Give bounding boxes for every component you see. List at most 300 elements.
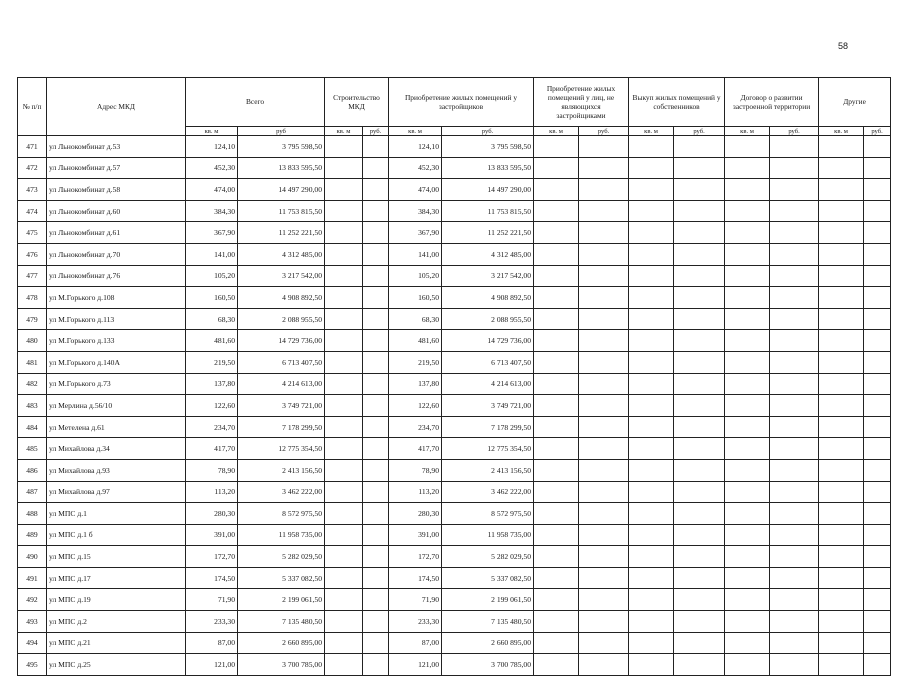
row-total-sum: 14 729 736,00 xyxy=(238,330,325,352)
row-construction-area xyxy=(325,654,363,676)
row-other-area xyxy=(819,589,864,611)
row-address: ул МПС д.15 xyxy=(47,546,186,568)
table-body xyxy=(18,136,891,676)
row-developers-sum: 5 337 082,50 xyxy=(442,567,534,589)
row-total-sum: 5 282 029,50 xyxy=(238,546,325,568)
unit-territory-area: кв. м xyxy=(725,127,770,136)
row-buyout-area xyxy=(629,503,674,525)
row-other-area xyxy=(819,654,864,676)
row-non-developers-sum xyxy=(579,200,629,222)
row-non-developers-area xyxy=(534,265,579,287)
row-non-developers-area xyxy=(534,546,579,568)
table-row xyxy=(18,567,891,589)
row-territory-area xyxy=(725,243,770,265)
row-non-developers-area xyxy=(534,287,579,309)
row-address: ул Михайлова д.93 xyxy=(47,459,186,481)
row-total-sum: 11 958 735,00 xyxy=(238,524,325,546)
row-developers-area: 174,50 xyxy=(389,567,442,589)
row-construction-sum xyxy=(363,179,389,201)
row-number: 475 xyxy=(18,222,47,244)
row-developers-area: 141,00 xyxy=(389,243,442,265)
unit-other-rub: руб. xyxy=(864,127,891,136)
row-address: ул Льнокомбинат д.57 xyxy=(47,157,186,179)
table-row xyxy=(18,654,891,676)
row-buyout-sum xyxy=(674,157,725,179)
row-total-sum: 13 833 595,50 xyxy=(238,157,325,179)
row-developers-area: 384,30 xyxy=(389,200,442,222)
row-construction-sum xyxy=(363,567,389,589)
row-construction-area xyxy=(325,438,363,460)
row-non-developers-sum xyxy=(579,265,629,287)
row-buyout-area xyxy=(629,395,674,417)
row-number: 479 xyxy=(18,308,47,330)
row-other-area xyxy=(819,567,864,589)
row-developers-sum: 11 252 221,50 xyxy=(442,222,534,244)
row-total-area: 87,00 xyxy=(186,632,238,654)
page-number: 58 xyxy=(838,41,849,51)
row-total-area: 141,00 xyxy=(186,243,238,265)
table-row xyxy=(18,222,891,244)
row-construction-sum xyxy=(363,136,389,158)
row-other-sum xyxy=(864,287,891,309)
row-other-area xyxy=(819,395,864,417)
row-number: 484 xyxy=(18,416,47,438)
row-developers-sum: 3 700 785,00 xyxy=(442,654,534,676)
row-construction-area xyxy=(325,589,363,611)
row-construction-area xyxy=(325,632,363,654)
row-number: 473 xyxy=(18,179,47,201)
row-developers-area: 121,00 xyxy=(389,654,442,676)
row-address: ул Михайлова д.34 xyxy=(47,438,186,460)
row-address: ул М.Горького д.133 xyxy=(47,330,186,352)
row-non-developers-area xyxy=(534,373,579,395)
row-number: 471 xyxy=(18,136,47,158)
row-construction-sum xyxy=(363,330,389,352)
unit-territory-rub: руб. xyxy=(770,127,819,136)
row-developers-sum: 6 713 407,50 xyxy=(442,351,534,373)
row-total-area: 367,90 xyxy=(186,222,238,244)
row-developers-sum: 2 660 895,00 xyxy=(442,632,534,654)
row-territory-area xyxy=(725,330,770,352)
row-developers-area: 391,00 xyxy=(389,524,442,546)
row-territory-sum xyxy=(770,222,819,244)
row-total-area: 172,70 xyxy=(186,546,238,568)
table-row xyxy=(18,179,891,201)
row-buyout-sum xyxy=(674,524,725,546)
row-buyout-area xyxy=(629,157,674,179)
row-construction-area xyxy=(325,222,363,244)
row-non-developers-area xyxy=(534,330,579,352)
row-total-sum: 3 795 598,50 xyxy=(238,136,325,158)
table-row xyxy=(18,481,891,503)
resettlement-table xyxy=(17,77,891,676)
table-row xyxy=(18,330,891,352)
row-other-sum xyxy=(864,308,891,330)
row-buyout-sum xyxy=(674,654,725,676)
unit-buyout-area: кв. м xyxy=(629,127,674,136)
table-row xyxy=(18,589,891,611)
row-territory-area xyxy=(725,654,770,676)
row-developers-sum: 2 199 061,50 xyxy=(442,589,534,611)
row-buyout-sum xyxy=(674,200,725,222)
row-developers-sum: 3 749 721,00 xyxy=(442,395,534,417)
row-construction-sum xyxy=(363,416,389,438)
row-buyout-area xyxy=(629,438,674,460)
row-territory-area xyxy=(725,222,770,244)
table-row xyxy=(18,611,891,633)
row-total-sum: 3 217 542,00 xyxy=(238,265,325,287)
row-territory-area xyxy=(725,524,770,546)
row-total-area: 160,50 xyxy=(186,287,238,309)
table-row xyxy=(18,308,891,330)
row-other-area xyxy=(819,546,864,568)
row-buyout-area xyxy=(629,222,674,244)
row-other-area xyxy=(819,459,864,481)
row-buyout-sum xyxy=(674,373,725,395)
row-number: 488 xyxy=(18,503,47,525)
row-territory-sum xyxy=(770,459,819,481)
row-developers-area: 122,60 xyxy=(389,395,442,417)
row-buyout-sum xyxy=(674,567,725,589)
row-total-sum: 3 462 222,00 xyxy=(238,481,325,503)
row-number: 485 xyxy=(18,438,47,460)
row-construction-sum xyxy=(363,546,389,568)
row-other-sum xyxy=(864,351,891,373)
row-non-developers-sum xyxy=(579,611,629,633)
row-territory-area xyxy=(725,416,770,438)
row-number: 472 xyxy=(18,157,47,179)
row-other-sum xyxy=(864,373,891,395)
row-non-developers-sum xyxy=(579,308,629,330)
row-territory-sum xyxy=(770,265,819,287)
row-total-area: 481,60 xyxy=(186,330,238,352)
row-construction-sum xyxy=(363,287,389,309)
row-buyout-sum xyxy=(674,243,725,265)
row-non-developers-area xyxy=(534,589,579,611)
row-territory-sum xyxy=(770,654,819,676)
row-address: ул Метелена д.61 xyxy=(47,416,186,438)
table-row xyxy=(18,157,891,179)
row-buyout-area xyxy=(629,481,674,503)
row-number: 481 xyxy=(18,351,47,373)
row-non-developers-sum xyxy=(579,157,629,179)
row-non-developers-sum xyxy=(579,395,629,417)
header-purchase-non-developers: Приобретение жилых помещений у лиц, не являющихся застройщиками xyxy=(534,78,629,127)
row-non-developers-area xyxy=(534,243,579,265)
row-construction-sum xyxy=(363,157,389,179)
row-construction-area xyxy=(325,481,363,503)
table-row xyxy=(18,395,891,417)
row-other-area xyxy=(819,351,864,373)
row-total-area: 105,20 xyxy=(186,265,238,287)
row-number: 482 xyxy=(18,373,47,395)
row-other-sum xyxy=(864,459,891,481)
row-address: ул Мерлина д.56/10 xyxy=(47,395,186,417)
row-territory-sum xyxy=(770,308,819,330)
row-construction-area xyxy=(325,136,363,158)
row-total-area: 174,50 xyxy=(186,567,238,589)
row-territory-area xyxy=(725,200,770,222)
row-territory-area xyxy=(725,438,770,460)
row-other-area xyxy=(819,136,864,158)
row-non-developers-area xyxy=(534,222,579,244)
row-other-sum xyxy=(864,416,891,438)
row-territory-sum xyxy=(770,157,819,179)
row-territory-area xyxy=(725,308,770,330)
row-territory-sum xyxy=(770,179,819,201)
row-non-developers-sum xyxy=(579,546,629,568)
row-territory-sum xyxy=(770,632,819,654)
row-total-area: 474,00 xyxy=(186,179,238,201)
row-other-sum xyxy=(864,611,891,633)
row-total-sum: 11 252 221,50 xyxy=(238,222,325,244)
row-developers-area: 280,30 xyxy=(389,503,442,525)
row-territory-area xyxy=(725,395,770,417)
header-territory-agreement: Договор о развитии застроенной территории xyxy=(725,78,819,127)
table-row xyxy=(18,438,891,460)
row-developers-area: 78,90 xyxy=(389,459,442,481)
row-other-sum xyxy=(864,524,891,546)
row-non-developers-area xyxy=(534,395,579,417)
row-developers-sum: 14 497 290,00 xyxy=(442,179,534,201)
row-address: ул Льнокомбинат д.76 xyxy=(47,265,186,287)
row-non-developers-area xyxy=(534,632,579,654)
row-total-sum: 4 214 613,00 xyxy=(238,373,325,395)
row-non-developers-area xyxy=(534,503,579,525)
row-construction-sum xyxy=(363,438,389,460)
row-total-area: 113,20 xyxy=(186,481,238,503)
row-construction-sum xyxy=(363,222,389,244)
row-developers-sum: 4 312 485,00 xyxy=(442,243,534,265)
row-buyout-area xyxy=(629,611,674,633)
unit-total-area: кв. м xyxy=(186,127,238,136)
row-address: ул Михайлова д.97 xyxy=(47,481,186,503)
row-construction-sum xyxy=(363,200,389,222)
row-address: ул МПС д.17 xyxy=(47,567,186,589)
row-total-area: 122,60 xyxy=(186,395,238,417)
row-buyout-area xyxy=(629,654,674,676)
row-territory-area xyxy=(725,265,770,287)
row-territory-area xyxy=(725,632,770,654)
row-buyout-sum xyxy=(674,395,725,417)
row-buyout-area xyxy=(629,179,674,201)
row-other-sum xyxy=(864,243,891,265)
row-construction-sum xyxy=(363,654,389,676)
unit-buyout-rub: руб. xyxy=(674,127,725,136)
row-construction-area xyxy=(325,503,363,525)
row-buyout-sum xyxy=(674,481,725,503)
row-construction-area xyxy=(325,351,363,373)
row-total-area: 234,70 xyxy=(186,416,238,438)
row-territory-area xyxy=(725,136,770,158)
row-address: ул МПС д.1 б xyxy=(47,524,186,546)
row-non-developers-area xyxy=(534,179,579,201)
unit-non-developers-area: кв. м xyxy=(534,127,579,136)
row-number: 483 xyxy=(18,395,47,417)
table-row xyxy=(18,503,891,525)
row-number: 491 xyxy=(18,567,47,589)
row-developers-area: 71,90 xyxy=(389,589,442,611)
row-developers-sum: 2 413 156,50 xyxy=(442,459,534,481)
row-construction-area xyxy=(325,157,363,179)
row-total-sum: 5 337 082,50 xyxy=(238,567,325,589)
row-other-area xyxy=(819,308,864,330)
row-buyout-sum xyxy=(674,308,725,330)
row-other-area xyxy=(819,200,864,222)
row-total-sum: 4 312 485,00 xyxy=(238,243,325,265)
row-other-sum xyxy=(864,546,891,568)
row-number: 490 xyxy=(18,546,47,568)
row-other-sum xyxy=(864,438,891,460)
row-non-developers-sum xyxy=(579,481,629,503)
row-territory-sum xyxy=(770,546,819,568)
row-total-area: 137,80 xyxy=(186,373,238,395)
table-row xyxy=(18,136,891,158)
row-developers-area: 113,20 xyxy=(389,481,442,503)
row-construction-sum xyxy=(363,524,389,546)
row-developers-sum: 11 753 815,50 xyxy=(442,200,534,222)
row-number: 478 xyxy=(18,287,47,309)
row-developers-area: 137,80 xyxy=(389,373,442,395)
row-total-sum: 7 178 299,50 xyxy=(238,416,325,438)
row-number: 487 xyxy=(18,481,47,503)
row-construction-area xyxy=(325,287,363,309)
row-buyout-sum xyxy=(674,330,725,352)
row-developers-area: 160,50 xyxy=(389,287,442,309)
row-buyout-area xyxy=(629,351,674,373)
row-non-developers-area xyxy=(534,308,579,330)
row-territory-sum xyxy=(770,524,819,546)
row-address: ул МПС д.2 xyxy=(47,611,186,633)
row-buyout-sum xyxy=(674,351,725,373)
row-territory-area xyxy=(725,373,770,395)
row-total-sum: 3 700 785,00 xyxy=(238,654,325,676)
row-construction-sum xyxy=(363,308,389,330)
unit-developers-rub: руб. xyxy=(442,127,534,136)
row-buyout-sum xyxy=(674,546,725,568)
row-buyout-area xyxy=(629,287,674,309)
row-territory-sum xyxy=(770,481,819,503)
row-buyout-area xyxy=(629,459,674,481)
row-address: ул Льнокомбинат д.61 xyxy=(47,222,186,244)
row-developers-sum: 8 572 975,50 xyxy=(442,503,534,525)
row-other-area xyxy=(819,416,864,438)
row-total-sum: 14 497 290,00 xyxy=(238,179,325,201)
row-total-sum: 2 199 061,50 xyxy=(238,589,325,611)
row-buyout-sum xyxy=(674,265,725,287)
row-other-area xyxy=(819,243,864,265)
row-non-developers-sum xyxy=(579,503,629,525)
row-territory-sum xyxy=(770,416,819,438)
row-non-developers-area xyxy=(534,611,579,633)
row-construction-sum xyxy=(363,481,389,503)
row-other-area xyxy=(819,265,864,287)
unit-other-area: кв. м xyxy=(819,127,864,136)
row-non-developers-area xyxy=(534,351,579,373)
row-non-developers-sum xyxy=(579,438,629,460)
unit-total-rub: руб xyxy=(238,127,325,136)
row-developers-area: 474,00 xyxy=(389,179,442,201)
row-non-developers-area xyxy=(534,200,579,222)
row-address: ул МПС д.25 xyxy=(47,654,186,676)
row-other-area xyxy=(819,287,864,309)
header-total: Всего xyxy=(186,78,325,127)
row-buyout-area xyxy=(629,567,674,589)
row-other-sum xyxy=(864,654,891,676)
row-total-area: 71,90 xyxy=(186,589,238,611)
row-other-sum xyxy=(864,330,891,352)
row-construction-area xyxy=(325,373,363,395)
row-developers-area: 367,90 xyxy=(389,222,442,244)
row-number: 477 xyxy=(18,265,47,287)
row-buyout-area xyxy=(629,265,674,287)
row-construction-area xyxy=(325,243,363,265)
row-buyout-area xyxy=(629,524,674,546)
row-non-developers-sum xyxy=(579,222,629,244)
row-territory-sum xyxy=(770,567,819,589)
row-total-sum: 8 572 975,50 xyxy=(238,503,325,525)
row-construction-area xyxy=(325,330,363,352)
row-address: ул М.Горького д.73 xyxy=(47,373,186,395)
row-non-developers-area xyxy=(534,654,579,676)
row-other-sum xyxy=(864,503,891,525)
row-construction-area xyxy=(325,459,363,481)
row-construction-sum xyxy=(363,265,389,287)
row-address: ул М.Горького д.108 xyxy=(47,287,186,309)
row-developers-sum: 13 833 595,50 xyxy=(442,157,534,179)
row-developers-area: 68,30 xyxy=(389,308,442,330)
row-construction-sum xyxy=(363,395,389,417)
row-territory-sum xyxy=(770,589,819,611)
row-total-sum: 2 660 895,00 xyxy=(238,632,325,654)
unit-construction-rub: руб. xyxy=(363,127,389,136)
header-other: Другие xyxy=(819,78,891,127)
row-developers-area: 452,30 xyxy=(389,157,442,179)
table-row xyxy=(18,416,891,438)
row-other-area xyxy=(819,438,864,460)
row-construction-sum xyxy=(363,503,389,525)
row-buyout-sum xyxy=(674,416,725,438)
row-total-area: 68,30 xyxy=(186,308,238,330)
row-buyout-sum xyxy=(674,589,725,611)
row-total-sum: 2 413 156,50 xyxy=(238,459,325,481)
table-row xyxy=(18,546,891,568)
unit-non-developers-rub: руб. xyxy=(579,127,629,136)
row-buyout-sum xyxy=(674,179,725,201)
row-buyout-sum xyxy=(674,459,725,481)
row-construction-sum xyxy=(363,351,389,373)
header-num: № п/п xyxy=(18,78,47,136)
row-non-developers-area xyxy=(534,136,579,158)
row-territory-area xyxy=(725,481,770,503)
row-number: 494 xyxy=(18,632,47,654)
row-buyout-sum xyxy=(674,136,725,158)
row-developers-sum: 4 908 892,50 xyxy=(442,287,534,309)
row-developers-sum: 5 282 029,50 xyxy=(442,546,534,568)
row-territory-area xyxy=(725,351,770,373)
row-buyout-area xyxy=(629,546,674,568)
row-territory-sum xyxy=(770,243,819,265)
row-number: 489 xyxy=(18,524,47,546)
row-total-area: 384,30 xyxy=(186,200,238,222)
row-developers-sum: 3 462 222,00 xyxy=(442,481,534,503)
row-developers-sum: 11 958 735,00 xyxy=(442,524,534,546)
table-row xyxy=(18,243,891,265)
row-developers-sum: 7 135 480,50 xyxy=(442,611,534,633)
row-other-area xyxy=(819,481,864,503)
row-other-area xyxy=(819,179,864,201)
row-developers-area: 105,20 xyxy=(389,265,442,287)
